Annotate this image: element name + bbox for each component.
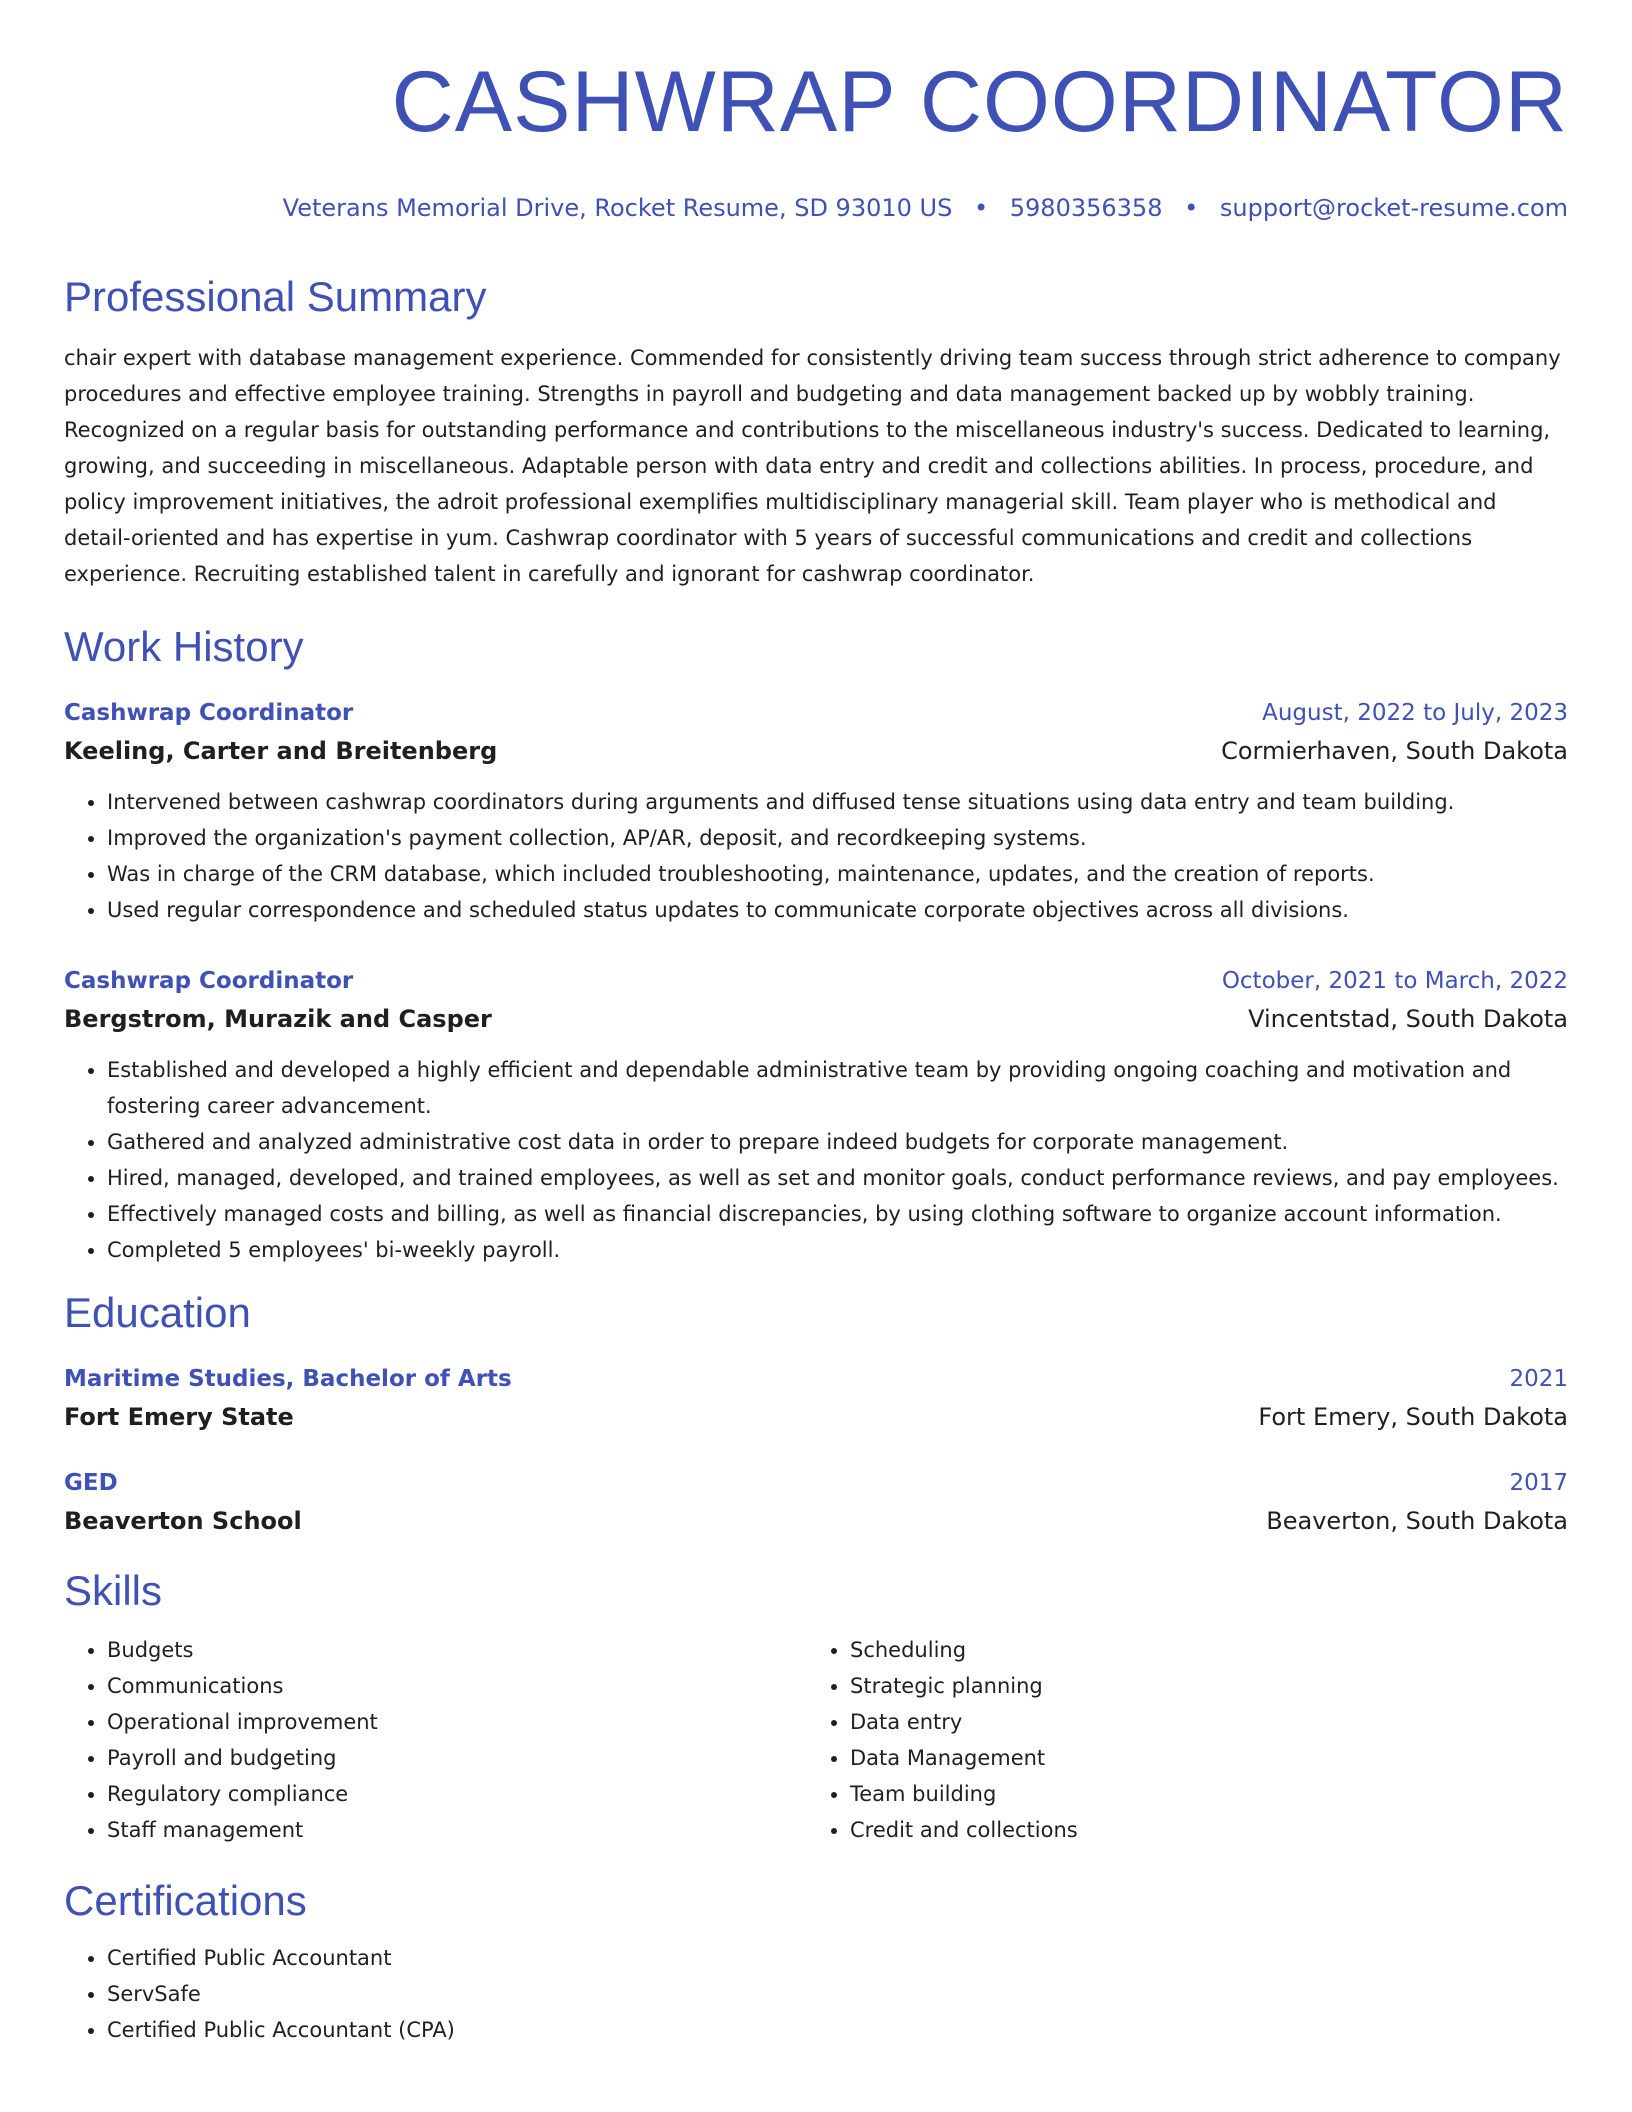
skill-item: • Budgets — [107, 1632, 807, 1668]
job-dates: August, 2022 to July, 2023 — [1262, 700, 1568, 726]
skill-item: • Communications — [107, 1668, 807, 1704]
job-company: Keeling, Carter and Breitenberg — [64, 737, 498, 765]
education-entry — [64, 1362, 1568, 1436]
job-bullets — [64, 1052, 1568, 1268]
job-company: Bergstrom, Murazik and Casper — [64, 1005, 492, 1033]
section-title-skills: Skills — [64, 1567, 163, 1614]
job-role: Cashwrap Coordinator — [64, 968, 354, 994]
contact-separator: • — [1184, 194, 1199, 222]
education-degree: Maritime Studies, Bachelor of Arts — [64, 1366, 512, 1392]
job-entry — [64, 964, 1568, 1268]
contact-email: support@rocket-resume.com — [1219, 194, 1568, 222]
job-bullet: • Established and developed a highly efficient and dependable administrative team by providing ongoing coaching and motivation and fostering career advancement. — [107, 1052, 1568, 1124]
resume-header — [64, 52, 1568, 222]
job-bullet: • Hired, managed, developed, and trained employees, as well as set and monitor goals, conduct performance reviews, and pay employees. — [107, 1160, 1568, 1196]
skill-item: • Team building — [850, 1776, 1550, 1812]
education-year: 2021 — [1509, 1366, 1568, 1392]
job-bullets — [64, 784, 1568, 928]
skill-item: • Data Management — [850, 1740, 1550, 1776]
skill-item: • Regulatory compliance — [107, 1776, 807, 1812]
job-bullet: • Effectively managed costs and billing, as well as financial discrepancies, by using clothing software to organize account information. — [107, 1196, 1568, 1232]
certifications-list — [64, 1940, 1568, 2048]
job-bullet: • Completed 5 employees' bi-weekly payroll. — [107, 1232, 1568, 1268]
job-bullet: • Was in charge of the CRM database, which included troubleshooting, maintenance, updates, and the creation of reports. — [107, 856, 1568, 892]
education-school: Fort Emery State — [64, 1403, 294, 1431]
skill-item: • Payroll and budgeting — [107, 1740, 807, 1776]
job-location: Vincentstad, South Dakota — [1248, 1005, 1568, 1033]
contact-address: Veterans Memorial Drive, Rocket Resume, SD 93010 US — [282, 194, 953, 222]
education-degree: GED — [64, 1470, 118, 1496]
skill-item: • Strategic planning — [850, 1668, 1550, 1704]
job-bullet: • Improved the organization's payment collection, AP/AR, deposit, and recordkeeping systems. — [107, 820, 1568, 856]
education-location: Beaverton, South Dakota — [1266, 1507, 1568, 1535]
certification-item: • Certified Public Accountant — [107, 1940, 1568, 1976]
job-bullet: • Gathered and analyzed administrative cost data in order to prepare indeed budgets for corporate management. — [107, 1124, 1568, 1160]
certification-item: • ServSafe — [107, 1976, 1568, 2012]
skill-item: • Operational improvement — [107, 1704, 807, 1740]
education-year: 2017 — [1509, 1470, 1568, 1496]
education-school: Beaverton School — [64, 1507, 302, 1535]
skills-column-left — [64, 1632, 807, 1848]
contact-separator: • — [973, 194, 989, 222]
skill-item: • Credit and collections — [850, 1812, 1550, 1848]
job-dates: October, 2021 to March, 2022 — [1221, 968, 1568, 994]
job-entry — [64, 696, 1568, 928]
education-location: Fort Emery, South Dakota — [1258, 1403, 1568, 1431]
section-title-work: Work History — [64, 623, 304, 670]
skill-item: • Staff management — [107, 1812, 807, 1848]
contact-line — [64, 194, 1568, 222]
skills-list — [64, 1632, 1568, 1848]
job-bullet: • Intervened between cashwrap coordinators during arguments and diffused tense situations using data entry and team building. — [107, 784, 1568, 820]
section-title-education: Education — [64, 1289, 251, 1336]
section-title-summary: Professional Summary — [64, 273, 487, 320]
job-bullet: • Used regular correspondence and scheduled status updates to communicate corporate objectives across all divisions. — [107, 892, 1568, 928]
job-location: Cormierhaven, South Dakota — [1221, 737, 1568, 765]
certification-item: • Certified Public Accountant (CPA) — [107, 2012, 1568, 2048]
skill-item: • Scheduling — [850, 1632, 1550, 1668]
job-role: Cashwrap Coordinator — [64, 700, 354, 726]
contact-phone: 5980356358 — [1009, 194, 1163, 222]
skill-item: • Data entry — [850, 1704, 1550, 1740]
summary-text: chair expert with database management experience. Commended for consistently driving team success through strict adherence to company procedures and effective employee training. Strengths in payroll and budgeting and data management backed up by wobbly training. Recognized on a regular basis for outstanding performance and contributions to the miscellaneous industry's success. Dedicated to learning, growing, and succeeding in miscellaneous. Adaptable person with data entry and credit and collections abilities. In process, procedure, and policy improvement initiatives, the adroit professional exemplifies multidisciplinary managerial skill. Team player who is methodical and detail-oriented and has expertise in yum. Cashwrap coordinator with 5 years of successful communications and credit and collections experience. Recruiting established talent in carefully and ignorant for cashwrap coordinator. — [64, 346, 1561, 586]
section-title-certifications: Certifications — [64, 1877, 307, 1924]
candidate-name: CASHWRAP COORDINATOR — [391, 54, 1568, 150]
education-entry — [64, 1466, 1568, 1540]
skills-column-right — [807, 1632, 1550, 1848]
